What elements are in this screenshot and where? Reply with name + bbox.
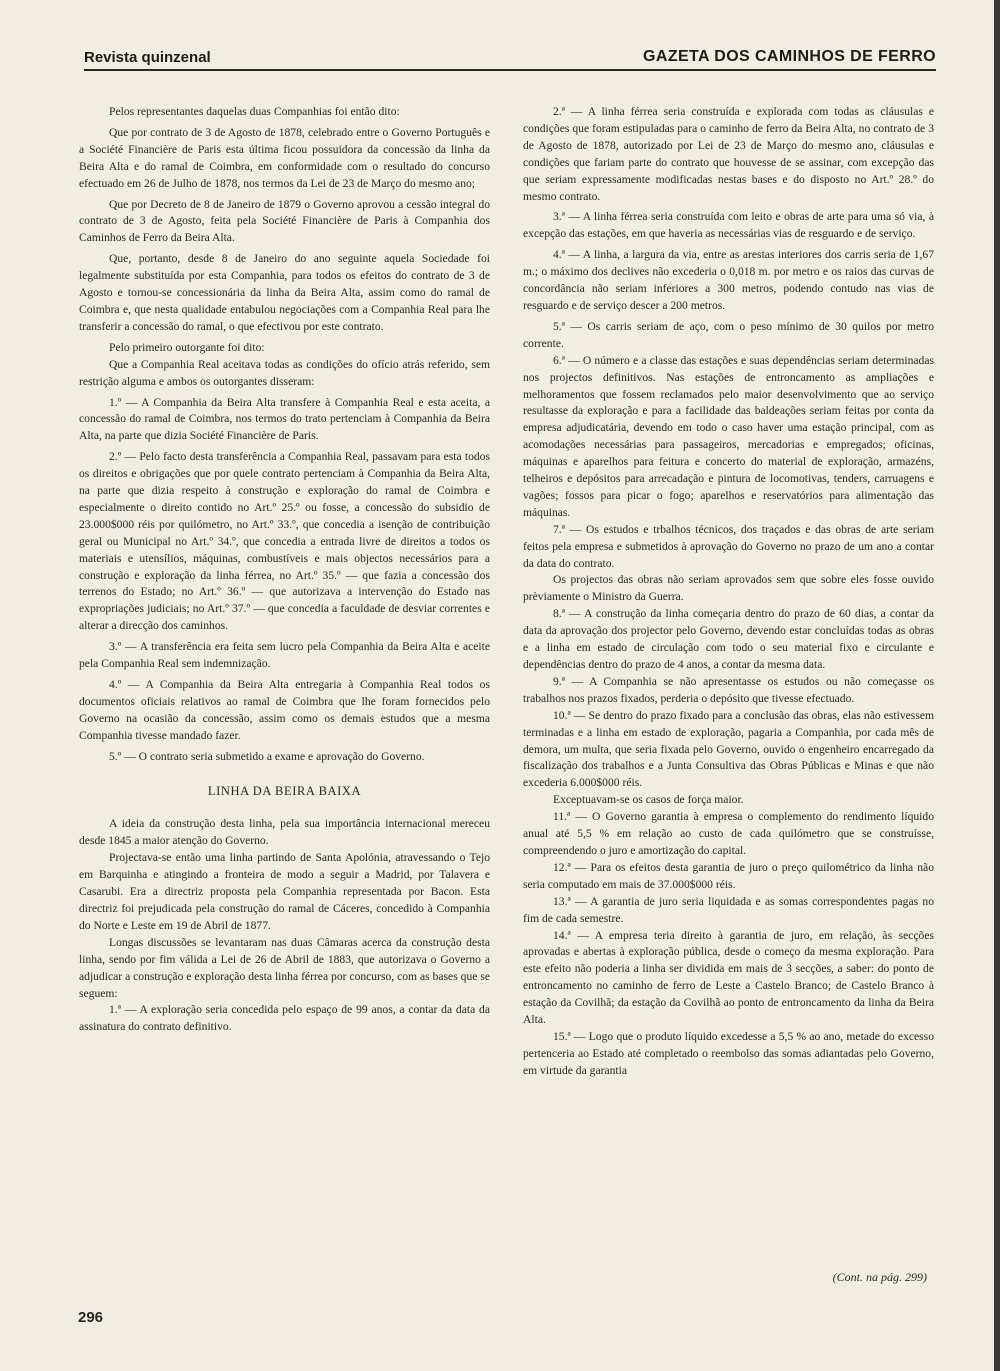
paragraph: 14.ª — A empresa teria direito à garantia de juro, em relação, às secções aprovadas e abertas à exploração pública, desde o começo da mesma exploração. Para este efeito não poderia a linha ser dividida em mais de 3 secções, a saber: do ponto de entroncamento no caminho de ferro de Leste a Castelo Branco; de Castelo Branco à estação da Covilhã; da estação da Covilhã ao ponto de entroncamento da linha da Beira Alta. [523, 928, 934, 1027]
paragraph: 4.ª — A linha, a largura da via, entre as arestas interiores dos carris seria de 1,67 m.; o máximo dos declives não excederia o 0,018 m. por metro e os raios das curvas de concordância não seriam inferiores a 300 metros, podendo contudo nas vias de resguardo e de serviço descer a 200 metros. [523, 248, 934, 312]
paragraph: Que a Companhia Real aceitava todas as condições do ofício atrás referido, sem restrição alguma e ambos os outorgantes disseram: [79, 357, 490, 388]
paragraph: A ideia da construção desta linha, pela sua importância internacional mereceu desde 1845 a maior atenção do Governo. [79, 817, 490, 848]
paragraph: 7.ª — Os estudos e trbalhos técnicos, dos traçados e das obras de arte seriam feitos pela empresa e submetidos à aprovação do Governo no prazo de um ano a contar da data do contrato. [523, 522, 934, 570]
paragraph: 10.ª — Se dentro do prazo fixado para a conclusão das obras, elas não estivessem terminadas e a linha em estado de exploração, pagaria a Companhia, por cada mês de demora, um multa, que seria fixada pelo Governo, ouvido o engenheiro encarregado da fiscalização dos trabalhos e a Junta Consultiva das Obras Públicas e Minas e que não excederia 6.000$000 réis. [523, 708, 934, 790]
paragraph: Pelo primeiro outorgante foi dito: [109, 340, 265, 354]
header-periodicity: Revista quinzenal [84, 49, 211, 66]
running-header [84, 42, 936, 66]
section-heading: LINHA DA BEIRA BAIXA [207, 783, 362, 798]
paragraph: Que por contrato de 3 de Agosto de 1878, celebrado entre o Governo Português e a Société Financière de Paris esta última ficou possuidora da concessão da linha da Beira Alta e do ramal de Coimbra, em conformidade com o resultado do concurso efectuado em 26 de Julho de 1878, nos termos da Lei de 23 de Março do mesmo ano; [79, 125, 490, 190]
paragraph: 2.º — Pelo facto desta transferência a Companhia Real, passavam para esta todos os direitos e obrigações que por quele contrato pertenciam à Companhia da Beira Alta, na parte que dizia respeito à construção e exploração do ramal de Coimbra e especialmente o direito contido no Art.º 25.º ou fosse, a concessão do subsidio de 23.000$000 réis por quilómetro, no Art.º 33.º, que concedia a isenção de contribuição geral ou Municipal no Art.º 34.º, que concedia a entrada livre de direitos a todos os materiais e utensílios, máquinas, combustíveis e mais objectos necessários para a construção e exploração da linha férrea, no Art.º 35.º — que fazia a concessão dos terrenos do Estado; no Art.º 36.º — que autorizava a intervenção do Estado nas expropriações judiciais; no Art.º 37.º — que concedia a faculdade de desviar correntes e alterar a direcção dos caminhos. [79, 450, 490, 633]
paragraph: 13.ª — A garantia de juro seria liquidada e as somas correspondentes pagas no fim de cada semestre. [523, 894, 934, 925]
paragraph: 5.º — O contrato seria submetido a exame e aprovação do Governo. [109, 749, 425, 763]
paragraph: Projectava-se então uma linha partindo de Santa Apolónia, atravessando o Tejo em Barquinha e atingindo a fronteira de modo a seguir a Madrid, por Talavera e Casarubi. Era a directriz proposta pela Companhia representada por Bacon. Esta directriz foi prejudicada pela construção do ramal de Cáceres, concedido à Companhia do Norte e Leste em 19 de Abril de 1877. [79, 851, 490, 932]
right-column [523, 104, 934, 1080]
paragraph: Que, portanto, desde 8 de Janeiro do ano seguinte aquela Sociedade foi legalmente substituída por esta Companhia, para todos os efeitos do contrato de 3 de Agosto e tornou-se concessionária da linha da Beira Alta, assim como do ramal de Coimbra e, que nesta qualidade entabulou negociações com a Companhia Real para lhe transferir a concessão do ramal, o que efectivou por este contrato. [79, 252, 490, 333]
paragraph: 2.ª — A linha férrea seria construída e explorada com todas as cláusulas e condições que foram estipuladas para o caminho de ferro da Beira Alta, no contrato de 3 de Agosto de 1878, autorizado por Lei de 23 de Março do mesmo ano, cláusulas e condições que fariam parte do contrato que houvesse de se assinar, com excepção das que seriam expressamente modificadas nestas bases e do disposto no Art.º 28.º do mesmo contrato. [523, 105, 934, 203]
header-publication-title: GAZETA DOS CAMINHOS DE FERRO [643, 48, 936, 65]
page-number: 296 [78, 1309, 104, 1326]
paragraph: 3.ª — A linha férrea seria construída com leito e obras de arte para uma só via, à excepção das estações, em que haveria as necessárias vias de resguardo e de serviço. [523, 210, 934, 241]
paragraph: 12.ª — Para os efeitos desta garantia de juro o preço quilométrico da linha não seria computado em mais de 37.000$000 réis. [523, 860, 934, 891]
paragraph: Exceptuavam-se os casos de força maior. [553, 793, 744, 807]
paragraph: 9.ª — A Companhia se não apresentasse os estudos ou não começasse os trabalhos nos prazos fixados, perderia o depósito que tivesse efectuado. [523, 674, 934, 705]
paragraph: Os projectos das obras não seriam aprovados sem que sobre eles fosse ouvido prèviamente o Ministro da Guerra. [523, 573, 934, 604]
left-column [79, 104, 490, 1036]
paragraph: 1.ª — A exploração seria concedida pelo espaço de 99 anos, a contar da data da assinatura do contrato definitivo. [79, 1003, 490, 1034]
scan-edge [994, 0, 1000, 1371]
header-rule [84, 69, 936, 71]
paragraph: 11.ª — O Governo garantia à empresa o complemento do rendimento líquido anual até 5,5 % em relação ao custo de cada quilómetro que se construísse, compreendendo o juro e amortização do capital. [523, 810, 934, 857]
paragraph: Que por Decreto de 8 de Janeiro de 1879 o Governo aprovou a cessão integral do contrato de 3 de Agosto, feita pela Société Financière de Paris à Companhia dos Caminhos de Ferro da Beira Alta. [79, 197, 490, 245]
paragraph: 4.º — A Companhia da Beira Alta entregaria à Companhia Real todos os documentos oficiais relativos ao ramal de Coimbra que lhe foram fornecidos pelo Governo na ocasião da concessão, assim como os demais estudos que a mesma Companhia tivesse mandado fazer. [79, 678, 490, 742]
paragraph: 1.º — A Companhia da Beira Alta transfere à Companhia Real e esta aceita, a concessão do ramal de Coimbra, nos termos do trato pertenciam à Companhia da Beira Alta, na parte que dizia Société Financière de Paris. [79, 395, 490, 443]
paragraph: Pelos representantes daquelas duas Companhias foi então dito: [109, 105, 400, 118]
paragraph: 8.ª — A construção da linha começaria dentro do prazo de 60 dias, a contar da data da aprovação dos projector pelo Governo, devendo estar concluídas todas as obras e a linha em estado de circulação com todo o seu material fixo e circulante e dependências dentro do prazo de 4 anos, a contar da mesma data. [523, 607, 934, 671]
continuation-note: (Cont. na pág. 299) [832, 1270, 927, 1284]
paragraph: 5.ª — Os carris seriam de aço, com o peso mínimo de 30 quilos por metro corrente. [523, 319, 934, 350]
paragraph: Longas discussões se levantaram nas duas Câmaras acerca da construção desta linha, sendo por fim válida a Lei de 26 de Abril de 1883, que autorizava o Governo a adjudicar a construção e exploração desta linha férrea por concurso, com as bases que se seguem: [79, 935, 490, 1000]
paragraph: 15.ª — Logo que o produto líquido excedesse a 5,5 % ao ano, metade do excesso pertenceria ao Estado até completado o reembolso das somas adiantadas pelo Governo, em virtude da garantia [523, 1029, 934, 1077]
paragraph: 6.ª — O número e a classe das estações e suas dependências seriam determinadas nos projectos definitivos. Nas estações de entroncamento as ampliações e melhoramentos que fossem reclamados pelo maior desenvolvimento que ao serviço resultasse da exploração e para a facilidade das baldeações seriam feitas por conta da empresa adjudicatária, devendo em todo o caso haver uma estação principal, com as acomodações necessárias para passageiros, mercadorias e empregados; oficinas, máquinas e aparelhos para feitura e concerto do material de exploração, armazéns, telheiros e depósitos para arrecadação e pintura de locomotivas, tenders, carruagens e vagões; fossos para picar o fogo; aparelhos e reservatórios para alimentação das máquinas. [523, 353, 934, 519]
paragraph: 3.º — A transferência era feita sem lucro pela Companhia da Beira Alta e aceite pela Companhia Real sem indemnização. [79, 640, 490, 671]
